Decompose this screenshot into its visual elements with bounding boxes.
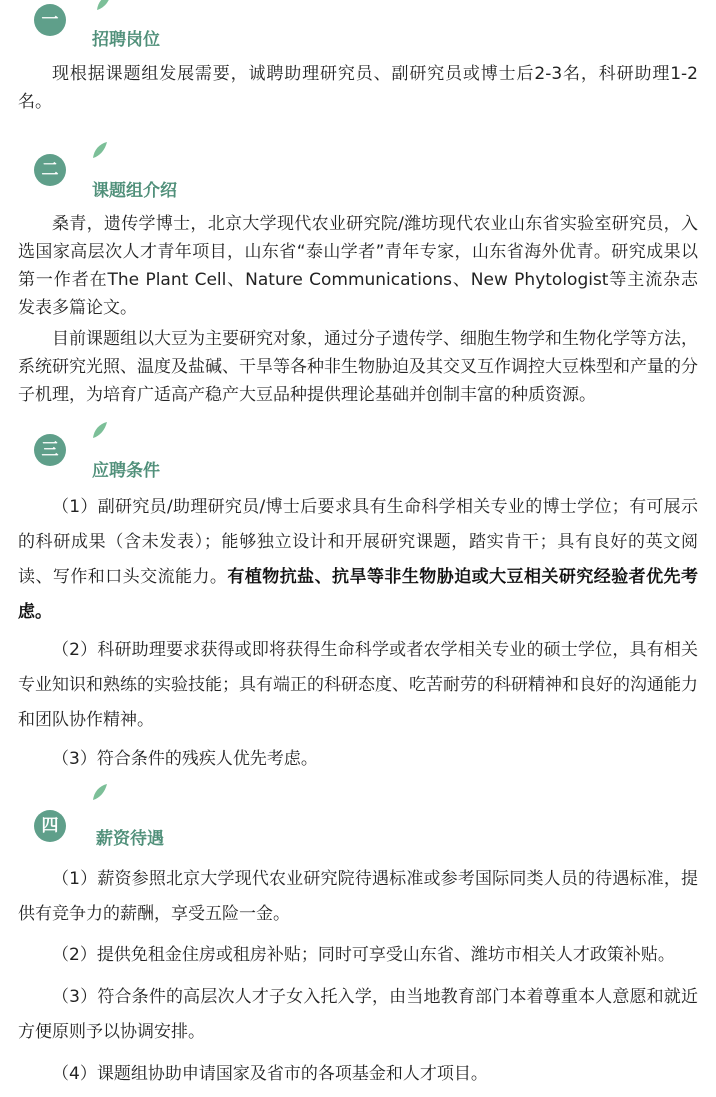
section-4-paragraph-2: （2）提供免租金住房或租房补贴；同时可享受山东省、潍坊市相关人才政策补贴。	[52, 945, 675, 965]
section-2-header	[34, 138, 334, 201]
section-1-badge: 一	[34, 4, 66, 36]
section-4-header	[34, 780, 334, 849]
section-4-title: 薪资待遇	[96, 829, 164, 849]
section-3-paragraph-2: （2）科研助理要求获得或即将获得生命科学或者农学相关专业的硕士学位，具有相关专业知识和熟练的实验技能；具有端正的科研态度、吃苦耐劳的科研精神和良好的沟通能力和团队协作精神。	[18, 640, 698, 730]
section-3-header	[34, 416, 334, 481]
section-4-badge: 四	[34, 810, 66, 842]
section-2-paragraph-1: 桑青，遗传学博士，北京大学现代农业研究院/潍坊现代农业山东省实验室研究员，入选国家高层次人才青年项目，山东省“泰山学者”青年专家，山东省海外优青。研究成果以第一作者在The Plant Cell、Nature Communications、New Phytologist等主流杂志发表多篇论文。	[18, 214, 698, 318]
section-3-title: 应聘条件	[92, 461, 160, 481]
section-1-paragraph-1: 现根据课题组发展需要，诚聘助理研究员、副研究员或博士后2-3名，科研助理1-2名。	[18, 64, 698, 112]
section-3-paragraph-1-text: （1）副研究员/助理研究员/博士后要求具有生命科学相关专业的博士学位；有可展示的科研成果（含未发表）；能够独立设计和开展研究课题，踏实肯干；具有良好的英文阅读、写作和口头交流能力。	[18, 497, 698, 587]
section-4-paragraph-4: （4）课题组协助申请国家及省市的各项基金和人才项目。	[52, 1064, 488, 1084]
leaf-icon	[90, 782, 110, 802]
section-3-paragraph-1-bold: 有植物抗盐、抗旱等非生物胁迫或大豆相关研究经验者优先考虑。	[18, 567, 699, 622]
leaf-icon	[90, 420, 110, 440]
section-3-badge: 三	[34, 434, 66, 466]
section-1-header	[34, 0, 334, 60]
section-2-paragraph-2: 目前课题组以大豆为主要研究对象，通过分子遗传学、细胞生物学和生物化学等方法，系统研究光照、温度及盐碱、干旱等各种非生物胁迫及其交叉互作调控大豆株型和产量的分子机理，为培育广适高产稳产大豆品种提供理论基础并创制丰富的种质资源。	[18, 329, 698, 405]
section-4-paragraph-3: （3）符合条件的高层次人才子女入托入学，由当地教育部门本着尊重本人意愿和就近方便原则予以协调安排。	[18, 987, 698, 1042]
section-1-title: 招聘岗位	[92, 30, 160, 50]
section-2-badge: 二	[34, 154, 66, 186]
section-3-paragraph-1	[18, 490, 698, 630]
section-2-title: 课题组介绍	[92, 181, 177, 201]
section-4-paragraph-1: （1）薪资参照北京大学现代农业研究院待遇标准或参考国际同类人员的待遇标准，提供有竞争力的薪酬，享受五险一金。	[18, 869, 698, 924]
section-3-paragraph-3: （3）符合条件的残疾人优先考虑。	[52, 749, 318, 769]
leaf-icon	[94, 0, 114, 12]
leaf-icon	[90, 140, 110, 160]
